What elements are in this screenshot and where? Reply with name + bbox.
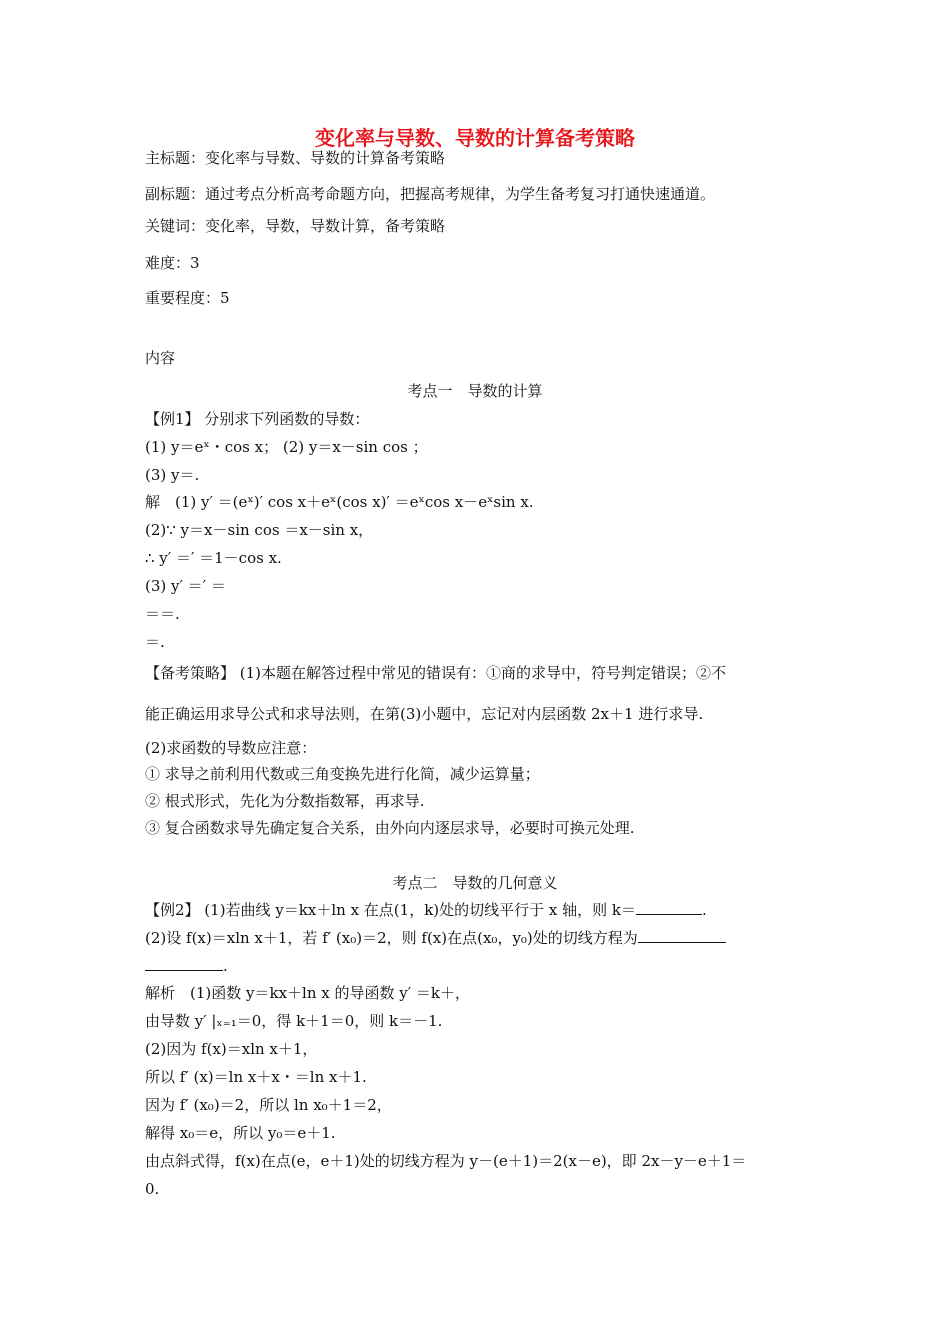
example1-q1: (1) y＝eˣ・cos x； (2) y＝x－sin cos ； <box>145 438 428 456</box>
difficulty-line: 难度：3 <box>145 254 200 272</box>
analysis-line4: 所以 f′ (x)＝ln x＋x・＝ln x＋1. <box>145 1068 367 1086</box>
strategy-subheading: (2)求函数的导数应注意： <box>145 739 317 757</box>
analysis-line8: 0. <box>145 1180 160 1198</box>
strategy-tip2: ② 根式形式，先化为分数指数幂，再求导. <box>145 792 425 810</box>
solution1-line6: ＝. <box>145 633 165 651</box>
section1-heading: 考点一 导数的计算 <box>407 382 543 400</box>
solution1-line4: (3) y′ ＝′ ＝ <box>145 577 226 595</box>
example2-line1: 【例2】 (1)若曲线 y＝kx＋ln x 在点(1，k)处的切线平行于 x 轴，则 k＝ . <box>145 901 707 919</box>
example1-q3: (3) y＝. <box>145 466 200 484</box>
strategy-line1: 【备考策略】 (1)本题在解答过程中常见的错误有：①商的求导中，符号判定错误；②不 <box>145 664 727 682</box>
analysis-line5: 因为 f′ (x₀)＝2，所以 ln x₀＋1＝2， <box>145 1096 392 1114</box>
analysis-line6: 解得 x₀＝e，所以 y₀＝e＋1. <box>145 1124 336 1142</box>
example2-line3: . <box>145 956 228 976</box>
document-title: 变化率与导数、导数的计算备考策略 <box>315 126 635 150</box>
solution1-line1: 解 (1) y′ ＝(eˣ)′ cos x＋eˣ(cos x)′ ＝eˣcos x－eˣsin x. <box>145 493 534 511</box>
analysis-line2: 由导数 y′ |ₓ₌₁＝0，得 k＋1＝0，则 k＝－1. <box>145 1012 443 1030</box>
strategy-tip3: ③ 复合函数求导先确定复合关系，由外向内逐层求导，必要时可换元处理. <box>145 819 635 837</box>
answer-blank <box>638 928 726 943</box>
example2-line2 <box>145 928 726 948</box>
solution1-line5: ＝＝. <box>145 605 180 623</box>
subtitle-line: 副标题：通过考点分析高考命题方向，把握高考规律，为学生备考复习打通快速通道。 <box>145 185 716 203</box>
keywords-line: 关键词：变化率，导数，导数计算，备考策略 <box>145 217 446 235</box>
strategy-line2: 能正确运用求导公式和求导法则，在第(3)小题中，忘记对内层函数 2x＋1 进行求导. <box>145 705 704 723</box>
solution1-line3: ∴ y′ ＝′ ＝1－cos x. <box>145 549 282 567</box>
content-label: 内容 <box>145 349 176 367</box>
main-title-line: 主标题：变化率与导数、导数的计算备考策略 <box>145 149 446 167</box>
example1: 【例1】 分别求下列函数的导数： <box>145 410 370 428</box>
importance-line: 重要程度：5 <box>145 289 230 307</box>
example2-q1: 【例2】 (1)若曲线 y＝kx＋ln x 在点(1，k)处的切线平行于 x 轴，则 k＝ <box>145 901 636 919</box>
section2-heading: 考点二 导数的几何意义 <box>392 874 558 892</box>
strategy-tip1: ① 求导之前利用代数或三角变换先进行化简，减少运算量； <box>145 765 540 783</box>
answer-blank <box>636 900 702 915</box>
analysis-line1: 解析 (1)函数 y＝kx＋ln x 的导函数 y′ ＝k＋， <box>145 984 470 1002</box>
answer-blank <box>145 956 223 971</box>
analysis-line3: (2)因为 f(x)＝xln x＋1， <box>145 1040 318 1058</box>
example2-q2: (2)设 f(x)＝xln x＋1，若 f′ (x₀)＝2，则 f(x)在点(x₀，y₀)处的切线方程为 <box>145 929 638 947</box>
solution1-line2: (2)∵ y＝x－sin cos ＝x－sin x， <box>145 521 374 539</box>
analysis-line7: 由点斜式得，f(x)在点(e，e＋1)处的切线方程为 y－(e＋1)＝2(x－e)，即 2x－y－e＋1＝ <box>145 1152 747 1170</box>
